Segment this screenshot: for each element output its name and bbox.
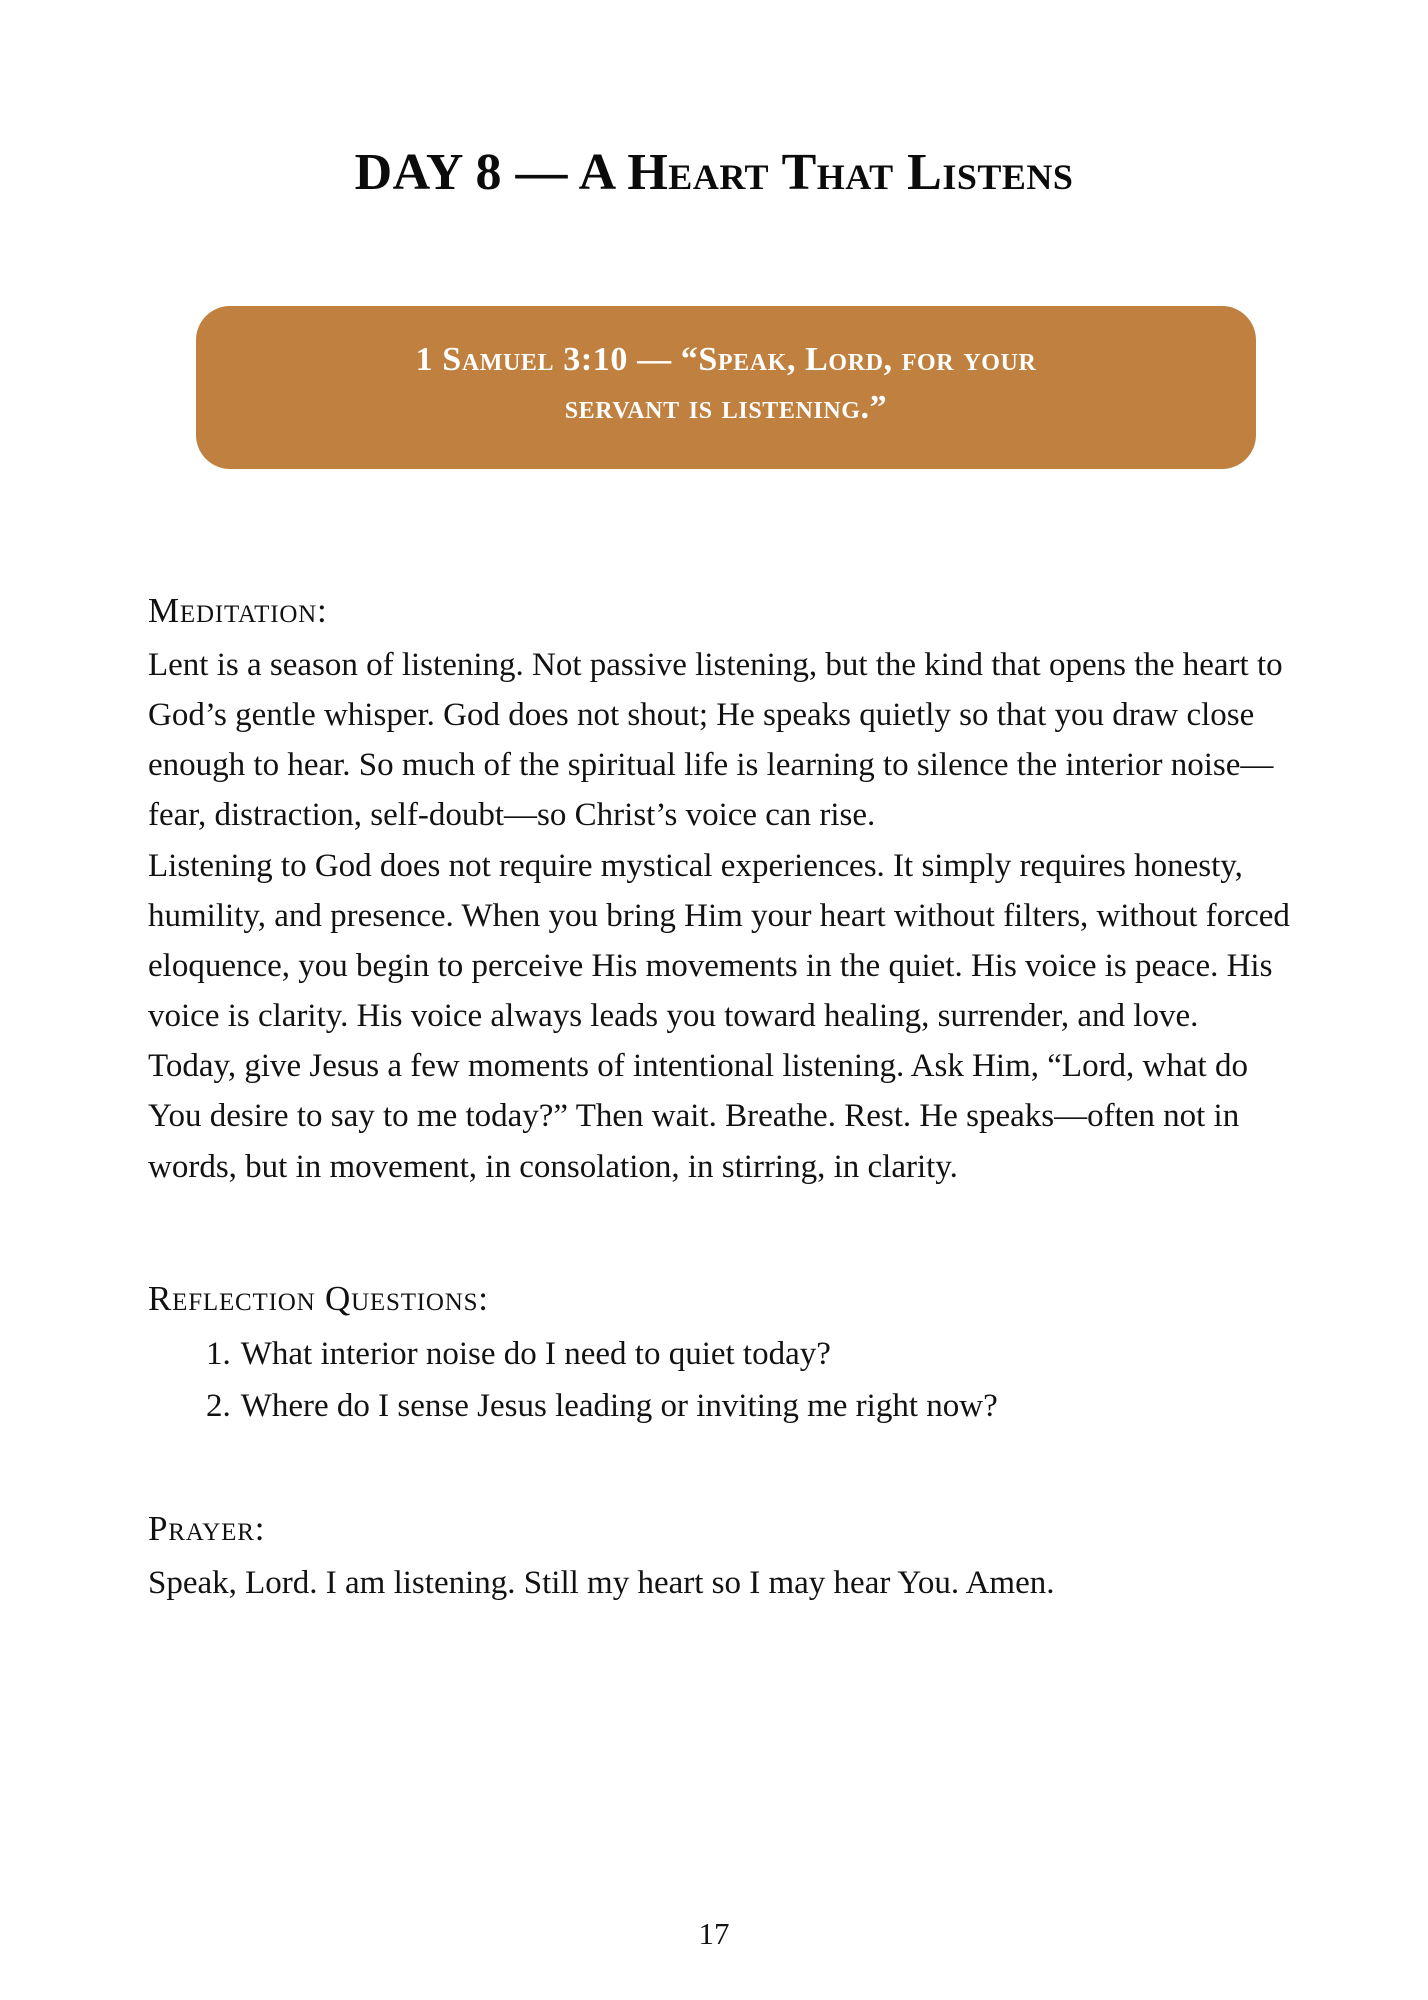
reflection-question-list [148,1328,1298,1432]
list-item [206,1380,1298,1432]
list-item [206,1328,1298,1380]
meditation-paragraph-3: Today, give Jesus a few moments of intentional listening. Ask Him, “Lord, what do You desire to say to me today?” Then wait. Breathe. Rest. He speaks—often not in words, but in movement, in consolation, in stirring, in clarity. [148,1048,1248,1185]
prayer-section [148,1508,1298,1608]
question-text: Where do I sense Jesus leading or inviting me right now? [240,1387,998,1424]
meditation-heading: Meditation: [148,591,328,630]
scripture-verse-line-1: 1 Samuel 3:10 — “Speak, Lord, for your [415,341,1037,378]
meditation-section [148,590,1298,1192]
prayer-text: Speak, Lord. I am listening. Still my heart so I may hear You. Amen. [148,1564,1055,1601]
question-number: 2. [206,1387,231,1424]
meditation-paragraph-1: Lent is a season of listening. Not passive listening, but the kind that opens the heart to God’s gentle whisper. God does not shout; He speaks quietly so that you draw close enough to hear. So much of the spiritual life is learning to silence the interior noise—fear, distraction, self-doubt—so Christ’s voice can rise. [148,647,1283,834]
meditation-paragraph-2: Listening to God does not require mystical experiences. It simply requires honesty, humility, and presence. When you bring Him your heart without filters, without forced eloquence, you begin to perceive His movements in the quiet. His voice is peace. His voice is clarity. His voice always leads you toward healing, surrender, and love. [148,847,1290,1035]
page-number: 17 [698,1916,730,1951]
page-content [148,590,1298,1608]
section-spacer-2 [148,1432,1298,1508]
section-spacer-1 [148,1192,1298,1278]
page-title: DAY 8 — A Heart That Listens [354,143,1074,201]
reflection-heading: Reflection Questions: [148,1278,489,1318]
reflection-section [148,1278,1298,1432]
prayer-heading: Prayer: [148,1508,266,1548]
question-number: 1. [206,1335,231,1372]
scripture-verse-line-2: servant is listening.” [564,389,888,427]
question-text: What interior noise do I need to quiet today? [240,1335,831,1372]
scripture-callout-box [196,306,1256,469]
